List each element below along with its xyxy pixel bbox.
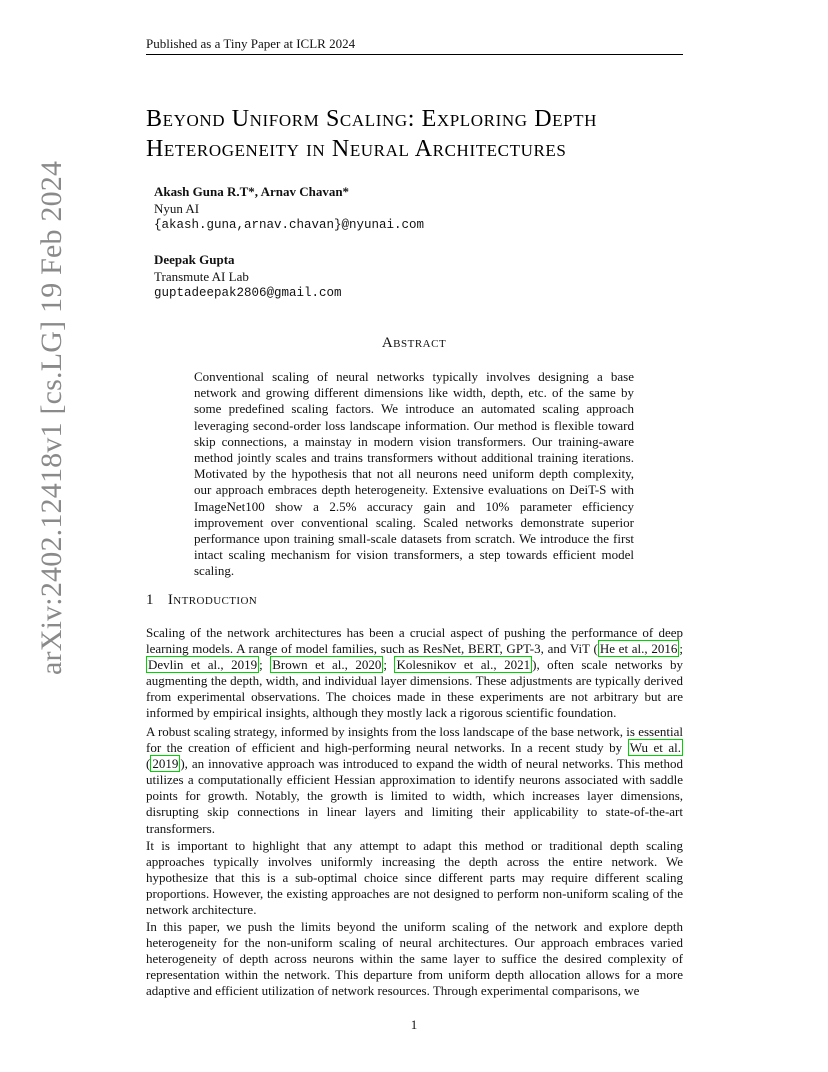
citation-link[interactable]: Kolesnikov et al., 2021 (396, 657, 531, 673)
intro-paragraph-4: In this paper, we push the limits beyond the uniform scaling of the network and explore depth heterogeneity for the non-uniform scaling of neural architectures. Our approach embraces varied heterogeneity of depth across neurons within the same layer to suffice the desired complexity of representation within the network. This departure from uniform depth allocation allows for a more adaptive and efficient utilization of network resources. Through experimental comparisons, we (146, 919, 683, 999)
section-number: 1 (146, 592, 154, 608)
intro-paragraph-3: It is important to highlight that any attempt to adapt this method or traditional depth scaling approaches typically involves uniformly increasing the depth across the entire network. We hypothesize that this is a sub-optimal choice since different parts may require different scaling proportions. However, the existing approaches are not designed to perform non-uniform scaling of the network architecture. (146, 838, 683, 918)
para-text: ), often scale networks by augmenting the depth, width, and individual layer dimensions. These adjustments are typically derived from experimental observations. The choices made in these experiments are not arbitrary but are informed by empirical insights, although they mostly lack a rigorous scientific foundation. (146, 657, 683, 721)
header-rule (146, 54, 683, 55)
intro-paragraph-1 (146, 625, 683, 722)
para-text: ( (146, 756, 151, 772)
abstract-text: Conventional scaling of neural networks typically involves designing a base network and growing different dimensions like width, depth, etc. of the same by some predefined scaling factors. We introduce an automated scaling approach leveraging second-order loss landscape information. Our method is flexible toward skip connections, a mainstay in modern vision transformers. Our training-aware method jointly scales and trains transformers without additional training iterations. Motivated by the hypothesis that not all neurons need uniform depth complexity, our approach embraces depth heterogeneity. Extensive evaluations on DeiT-S with ImageNet100 show a 2.5% accuracy gain and 10% parameter efficiency improvement over conventional scaling. Scaled networks demonstrate superior performance upon training small-scale datasets from scratch. We introduce the first intact scaling mechanism for vision transformers, a step towards efficient model scaling. (194, 369, 634, 579)
page-number: 1 (410, 1017, 418, 1032)
citation-link[interactable]: He et al., 2016 (599, 641, 678, 657)
author-names: Akash Guna R.T*, Arnav Chavan* (154, 184, 350, 199)
title-line-2: Heterogeneity in Neural Architectures (146, 136, 567, 162)
abstract-heading: Abstract (381, 335, 447, 351)
para-text: Scaling of the network architectures has been a crucial aspect of pushing the performance of deep learning models. A range of model families, such as ResNet, BERT, GPT-3, and ViT ( (146, 625, 683, 657)
para-text: A robust scaling strategy, informed by insights from the loss landscape of the base network, is essential for the creation of efficient and high-performing neural networks. In a recent study by (146, 724, 683, 756)
title-line-1: Beyond Uniform Scaling: Exploring Depth (146, 106, 598, 132)
author-block-1 (154, 183, 424, 234)
author-email: {akash.guna,arnav.chavan}@nyunai.com (154, 218, 425, 232)
citation-link[interactable]: Wu et al. (629, 740, 682, 756)
author-affiliation: Transmute AI Lab (154, 269, 249, 284)
author-names: Deepak Gupta (154, 252, 235, 267)
citation-link[interactable]: 2019 (152, 756, 179, 772)
citation-link[interactable]: Brown et al., 2020 (272, 657, 382, 673)
para-text: ; (679, 641, 684, 657)
paper-title (146, 104, 686, 164)
section-heading (146, 592, 257, 609)
para-text: ), an innovative approach was introduced to expand the width of neural networks. This method utilizes a computationally efficient Hessian approximation to identify neurons associated with saddle points for growth. Notably, the growth is limited to width, which increases layer dimensions, disrupting skip connections in linear layers and limiting their applicability to state-of-the-art transformers. (146, 756, 683, 836)
author-block-2 (154, 251, 342, 302)
intro-paragraph-2 (146, 724, 683, 837)
citation-link[interactable]: Devlin et al., 2019 (148, 657, 258, 673)
para-text: ; (383, 657, 395, 673)
para-text: ; (259, 657, 271, 673)
section-title: Introduction (167, 592, 258, 608)
running-header: Published as a Tiny Paper at ICLR 2024 (146, 36, 356, 51)
arxiv-stamp: arXiv:2402.12418v1 [cs.LG] 19 Feb 2024 (35, 160, 68, 675)
author-affiliation: Nyun AI (154, 201, 200, 216)
author-email: guptadeepak2806@gmail.com (154, 286, 342, 300)
